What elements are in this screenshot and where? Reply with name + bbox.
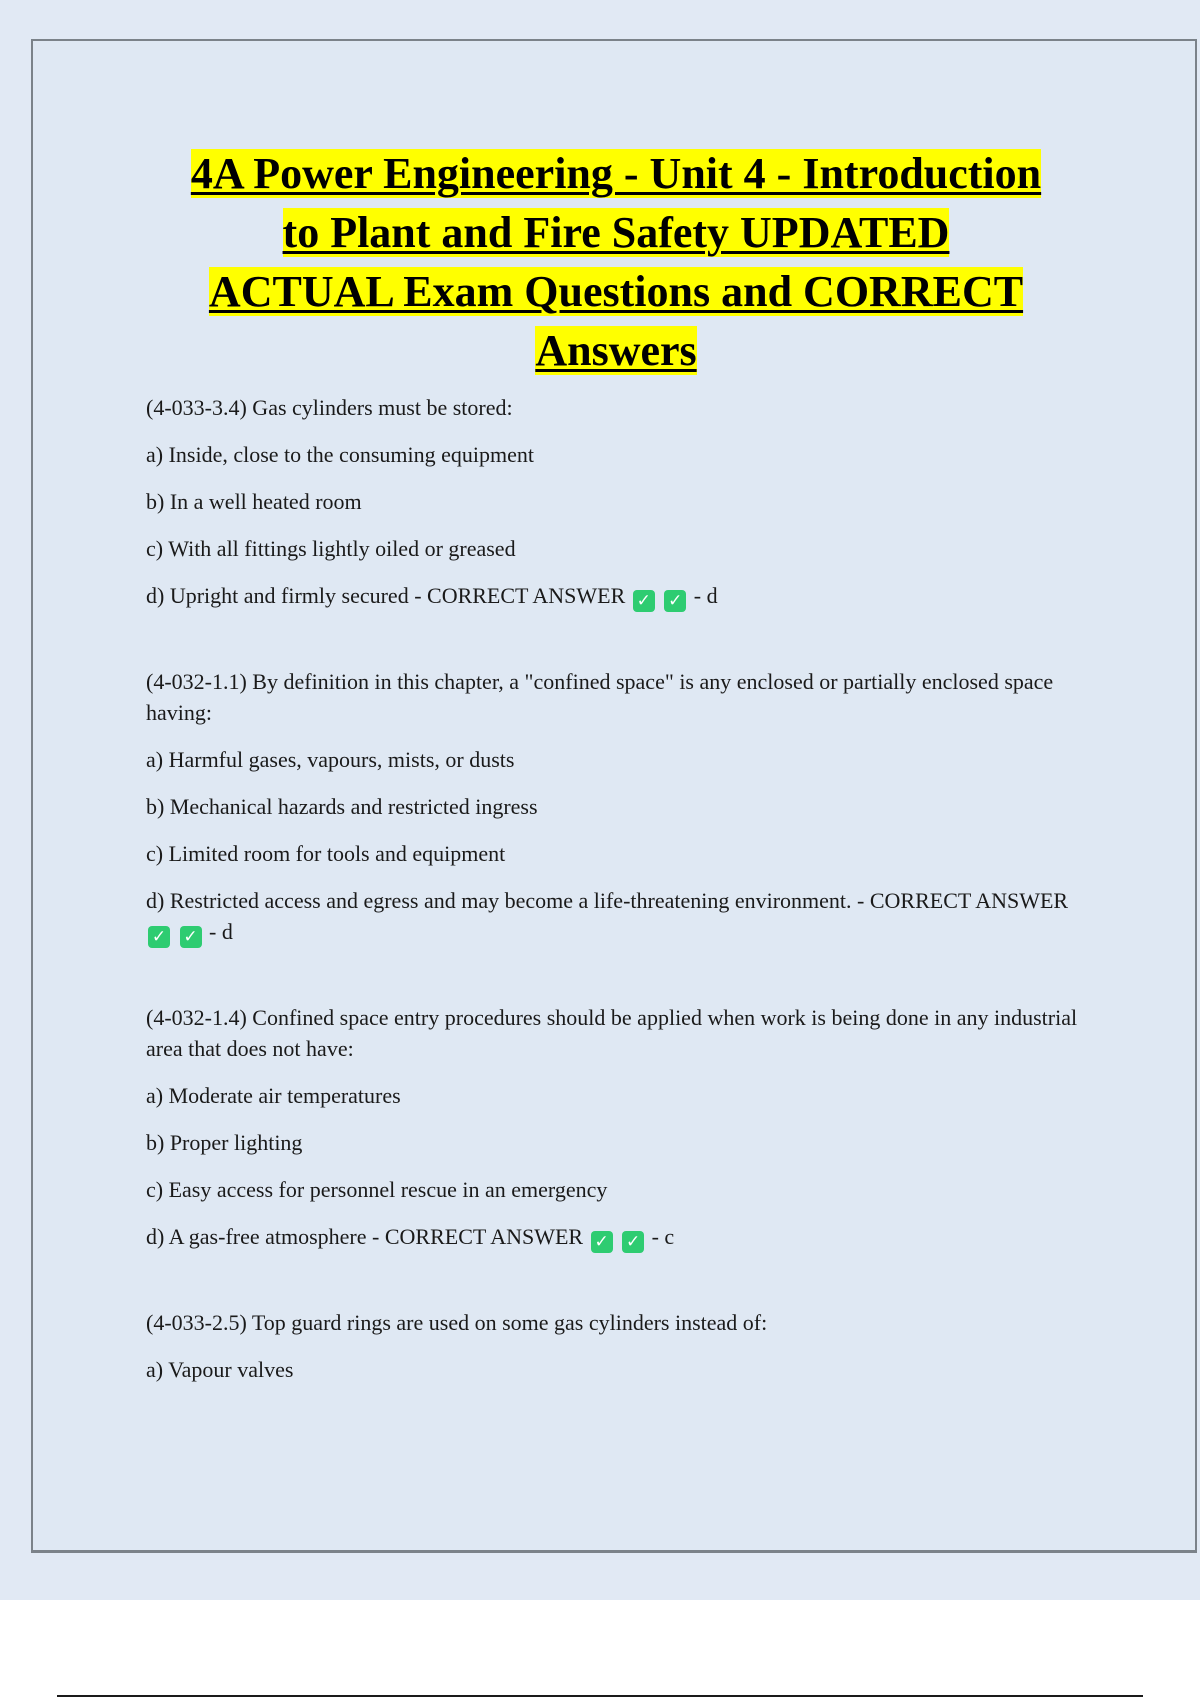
answer-option-text: d) A gas-free atmosphere - CORRECT ANSWER [146,1224,584,1249]
answer-option: a) Vapour valves [146,1357,294,1382]
answer-option: b) Proper lighting [146,1130,303,1155]
answer-option: a) Harmful gases, vapours, mists, or dusts [146,747,515,772]
question-block [146,1002,1086,1253]
answer-option: c) With all fittings lightly oiled or greased [146,536,516,561]
check-mark-icon: ✓ [180,926,202,948]
answer-option: b) In a well heated room [146,489,362,514]
correct-answer-letter: - d [209,919,233,944]
answer-option-correct [146,1221,1086,1253]
question-stem: (4-033-3.4) Gas cylinders must be stored: [146,395,513,420]
title-line: 4A Power Engineering - Unit 4 - Introduction [190,149,1042,198]
title-line: ACTUAL Exam Questions and CORRECT [208,267,1024,316]
question-block [146,392,1086,612]
footer-rule [57,1695,1143,1697]
check-mark-icon: ✓ [591,1231,613,1253]
answer-option: c) Limited room for tools and equipment [146,841,506,866]
check-mark-icon: ✓ [622,1231,644,1253]
title-line: to Plant and Fire Safety UPDATED [282,208,950,257]
question-stem: (4-033-2.5) Top guard rings are used on some gas cylinders instead of: [146,1310,768,1335]
question-block [146,666,1086,948]
answer-option: a) Moderate air temperatures [146,1083,401,1108]
question-stem: (4-032-1.1) By definition in this chapter, a "confined space" is any enclosed or partially enclosed space having: [146,669,1054,725]
correct-answer-letter: - c [651,1224,675,1249]
answer-option-text: d) Upright and firmly secured - CORRECT ANSWER [146,583,626,608]
answer-option: b) Mechanical hazards and restricted ingress [146,794,538,819]
check-mark-icon: ✓ [148,926,170,948]
check-mark-icon: ✓ [664,590,686,612]
answer-option-text: d) Restricted access and egress and may become a life-threatening environment. - CORRECT ANSWER [146,888,1069,913]
check-mark-icon: ✓ [633,590,655,612]
answer-option: a) Inside, close to the consuming equipment [146,442,534,467]
document-content [146,144,1086,1385]
document-title [146,144,1086,380]
answer-option-correct [146,580,1086,612]
title-line: Answers [535,326,697,375]
question-block [146,1307,1086,1385]
correct-answer-letter: - d [693,583,718,608]
answer-option: c) Easy access for personnel rescue in an emergency [146,1177,608,1202]
answer-option-correct [146,885,1086,948]
question-stem: (4-032-1.4) Confined space entry procedures should be applied when work is being done in any industrial area that does not have: [146,1005,1078,1061]
